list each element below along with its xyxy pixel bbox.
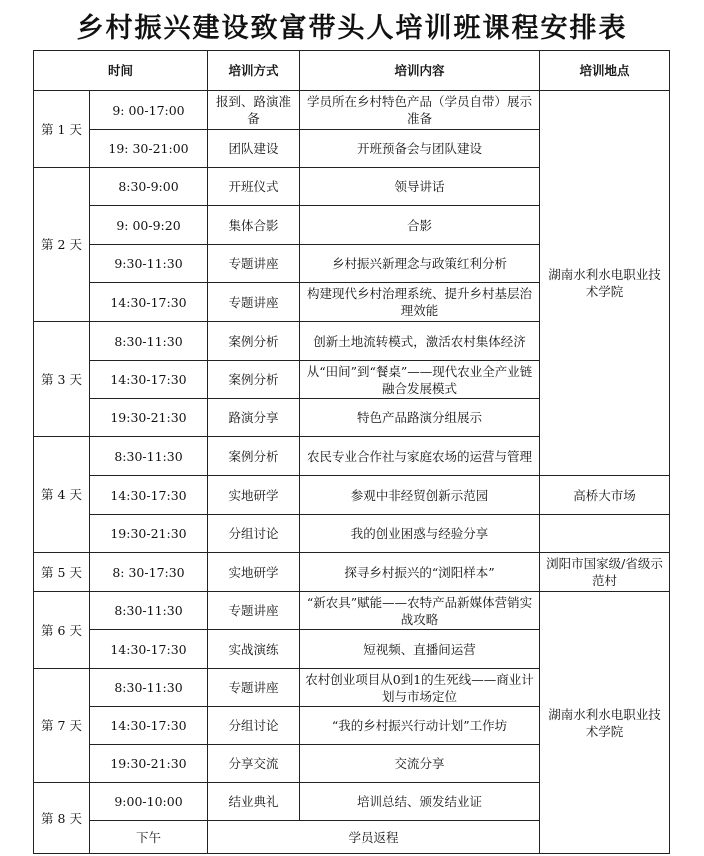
table-row bbox=[34, 91, 670, 130]
session-time: 14:30-17:30 bbox=[90, 630, 208, 669]
session-mode: 路演分享 bbox=[208, 399, 300, 437]
session-mode: 实地研学 bbox=[208, 553, 300, 592]
session-mode: 开班仪式 bbox=[208, 168, 300, 206]
table-row bbox=[34, 592, 670, 630]
day-label: 第 7 天 bbox=[34, 669, 90, 783]
session-mode: 实战演练 bbox=[208, 630, 300, 669]
session-mode: 专题讲座 bbox=[208, 283, 300, 322]
place-cell: 湖南水利水电职业技术学院 bbox=[540, 91, 670, 476]
session-mode: 案例分析 bbox=[208, 361, 300, 399]
session-content: 领导讲话 bbox=[300, 168, 540, 206]
session-content: 探寻乡村振兴的“浏阳样本” bbox=[300, 553, 540, 592]
session-time: 8: 30-17:30 bbox=[90, 553, 208, 592]
session-mode: 专题讲座 bbox=[208, 592, 300, 630]
session-time: 9:00-10:00 bbox=[90, 783, 208, 821]
session-time: 8:30-11:30 bbox=[90, 592, 208, 630]
day-label: 第 1 天 bbox=[34, 91, 90, 168]
session-content: 培训总结、颁发结业证 bbox=[300, 783, 540, 821]
session-time: 8:30-11:30 bbox=[90, 669, 208, 707]
session-mode: 分组讨论 bbox=[208, 707, 300, 745]
session-time: 19:30-21:30 bbox=[90, 515, 208, 553]
session-time: 下午 bbox=[90, 821, 208, 854]
session-time: 19:30-21:30 bbox=[90, 745, 208, 783]
session-mode: 团队建设 bbox=[208, 130, 300, 168]
session-content: 乡村振兴新理念与政策红利分析 bbox=[300, 245, 540, 283]
session-content: 短视频、直播间运营 bbox=[300, 630, 540, 669]
session-time: 14:30-17:30 bbox=[90, 361, 208, 399]
session-mode: 分享交流 bbox=[208, 745, 300, 783]
session-content: 学员返程 bbox=[208, 821, 540, 854]
session-time: 14:30-17:30 bbox=[90, 476, 208, 515]
day-label: 第 8 天 bbox=[34, 783, 90, 854]
session-content: 从“田间”到“餐桌”——现代农业全产业链融合发展模式 bbox=[300, 361, 540, 399]
table-row bbox=[34, 515, 670, 553]
day-label: 第 2 天 bbox=[34, 168, 90, 322]
session-mode: 案例分析 bbox=[208, 437, 300, 476]
session-content: 合影 bbox=[300, 206, 540, 245]
session-time: 8:30-11:30 bbox=[90, 437, 208, 476]
session-time: 19: 30-21:00 bbox=[90, 130, 208, 168]
session-content: 特色产品路演分组展示 bbox=[300, 399, 540, 437]
place-cell: 湖南水利水电职业技术学院 bbox=[540, 592, 670, 854]
schedule-table bbox=[33, 50, 670, 854]
session-mode: 专题讲座 bbox=[208, 245, 300, 283]
session-content: 农民专业合作社与家庭农场的运营与管理 bbox=[300, 437, 540, 476]
session-content: 参观中非经贸创新示范园 bbox=[300, 476, 540, 515]
session-time: 8:30-9:00 bbox=[90, 168, 208, 206]
session-content: 创新土地流转模式，激活农村集体经济 bbox=[300, 322, 540, 361]
header-content: 培训内容 bbox=[300, 51, 540, 91]
place-cell: 高桥大市场 bbox=[540, 476, 670, 515]
schedule-sheet bbox=[33, 50, 670, 854]
day-label: 第 4 天 bbox=[34, 437, 90, 553]
session-mode: 结业典礼 bbox=[208, 783, 300, 821]
session-time: 9: 00-17:00 bbox=[90, 91, 208, 130]
session-time: 8:30-11:30 bbox=[90, 322, 208, 361]
header-time: 时间 bbox=[34, 51, 208, 91]
session-content: “新农具”赋能——农特产品新媒体营销实战攻略 bbox=[300, 592, 540, 630]
session-time: 9:30-11:30 bbox=[90, 245, 208, 283]
session-time: 19:30-21:30 bbox=[90, 399, 208, 437]
session-mode: 案例分析 bbox=[208, 322, 300, 361]
session-content: 学员所在乡村特色产品（学员自带）展示准备 bbox=[300, 91, 540, 130]
header-mode: 培训方式 bbox=[208, 51, 300, 91]
day-label: 第 5 天 bbox=[34, 553, 90, 592]
session-content: “我的乡村振兴行动计划”工作坊 bbox=[300, 707, 540, 745]
session-mode: 集体合影 bbox=[208, 206, 300, 245]
place-cell-empty bbox=[540, 515, 670, 553]
session-time: 9: 00-9:20 bbox=[90, 206, 208, 245]
session-mode: 报到、路演准备 bbox=[208, 91, 300, 130]
session-mode: 分组讨论 bbox=[208, 515, 300, 553]
table-row bbox=[34, 553, 670, 592]
table-row bbox=[34, 476, 670, 515]
session-content: 开班预备会与团队建设 bbox=[300, 130, 540, 168]
place-cell: 浏阳市国家级/省级示范村 bbox=[540, 553, 670, 592]
session-time: 14:30-17:30 bbox=[90, 707, 208, 745]
session-time: 14:30-17:30 bbox=[90, 283, 208, 322]
header-row bbox=[34, 51, 670, 91]
session-content: 交流分享 bbox=[300, 745, 540, 783]
session-content: 农村创业项目从0到1的生死线——商业计划与市场定位 bbox=[300, 669, 540, 707]
page-title: 乡村振兴建设致富带头人培训班课程安排表 bbox=[76, 13, 628, 44]
day-label: 第 3 天 bbox=[34, 322, 90, 437]
header-place: 培训地点 bbox=[540, 51, 670, 91]
session-mode: 实地研学 bbox=[208, 476, 300, 515]
day-label: 第 6 天 bbox=[34, 592, 90, 669]
session-content: 构建现代乡村治理系统、提升乡村基层治理效能 bbox=[300, 283, 540, 322]
session-mode: 专题讲座 bbox=[208, 669, 300, 707]
session-content: 我的创业困惑与经验分享 bbox=[300, 515, 540, 553]
